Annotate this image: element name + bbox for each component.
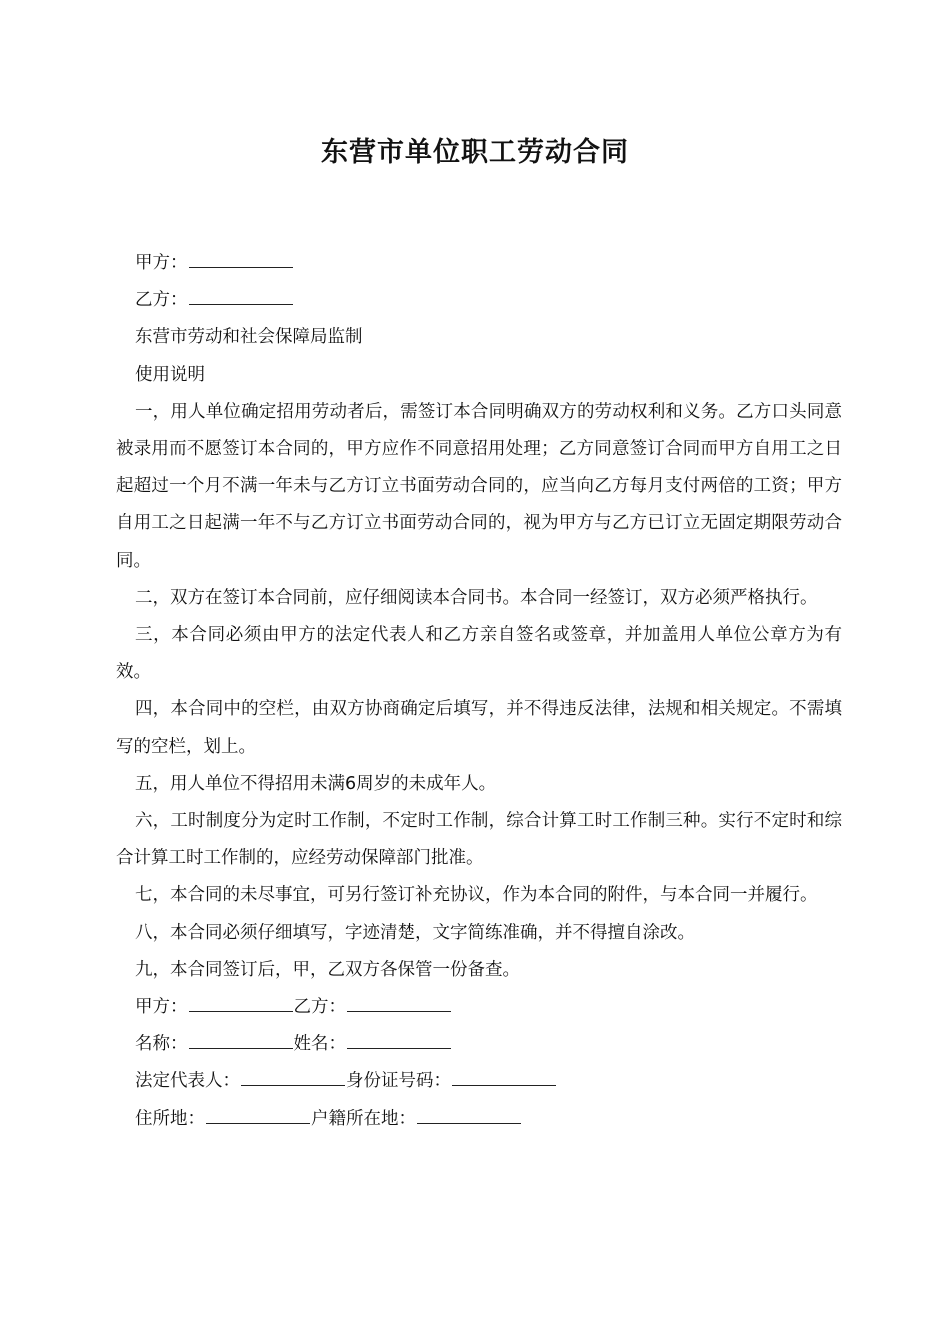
page-title: 东营市单位职工劳动合同	[321, 137, 629, 168]
instruction-item-7: 七，本合同的未尽事宜，可另行签订补充协议，作为本合同的附件，与本合同一并履行。	[135, 885, 818, 906]
household-label: 户籍所在地：	[311, 1108, 416, 1129]
sign-party-a-label: 甲方：	[135, 997, 188, 1018]
name-label: 名称：	[135, 1034, 188, 1055]
instruction-item-4: 四，本合同中的空栏，由双方协商确定后填写，并不得违反法律，法规和相关规定。不需填写的空栏，划上。	[116, 699, 842, 757]
party-a-label: 甲方：	[135, 253, 188, 273]
party-b-blank[interactable]	[189, 286, 293, 305]
domicile-label: 住所地：	[135, 1108, 205, 1129]
instruction-item-6: 六，工时制度分为定时工作制，不定时工作制，综合计算工时工作制三种。实行不定时和综合计算工时工作制的，应经劳动保障部门批准。	[116, 811, 842, 869]
instruction-item-5: 五，用人单位不得招用未满6周岁的未成年人。	[135, 773, 497, 794]
party-b-line	[116, 282, 842, 319]
document-body	[116, 245, 842, 1138]
sign-party-b-blank[interactable]	[347, 993, 451, 1012]
sign-party-a-blank[interactable]	[189, 993, 293, 1012]
party-a-blank[interactable]	[189, 249, 293, 268]
instruction-item-2: 二，双方在签订本合同前，应仔细阅读本合同书。本合同一经签订，双方必须严格执行。	[135, 587, 818, 608]
household-blank[interactable]	[417, 1105, 521, 1124]
sign-party-b-label: 乙方：	[293, 997, 346, 1018]
instruction-item-8: 八，本合同必须仔细填写，字迹清楚，文字简练准确，并不得擅自涂改。	[135, 922, 695, 943]
sign-legal-line	[116, 1063, 842, 1100]
legal-rep-blank[interactable]	[241, 1067, 345, 1086]
party-a-line	[116, 245, 842, 282]
id-number-blank[interactable]	[452, 1067, 556, 1086]
name-blank[interactable]	[189, 1030, 293, 1049]
instruction-item-3: 三，本合同必须由甲方的法定代表人和乙方亲自签名或签章，并加盖用人单位公章方为有效。	[116, 625, 842, 683]
person-name-blank[interactable]	[347, 1030, 451, 1049]
person-name-label: 姓名：	[293, 1034, 346, 1055]
instruction-item-1: 一，用人单位确定招用劳动者后，需签订本合同明确双方的劳动权利和义务。乙方口头同意被录用而不愿签订本合同的，甲方应作不同意招用处理；乙方同意签订合同而甲方自用工之日起超过一个月不满一年未与乙方订立书面劳动合同的，应当向乙方每月支付两倍的工资；甲方自用工之日起满一年不与乙方订立书面劳动合同的，视为甲方与乙方已订立无固定期限劳动合同。	[116, 401, 842, 571]
instruction-item-9: 九，本合同签订后，甲，乙双方各保管一份备查。	[135, 959, 520, 980]
domicile-blank[interactable]	[206, 1105, 310, 1124]
sign-address-line	[116, 1101, 842, 1138]
instructions-heading: 使用说明	[135, 364, 205, 385]
legal-rep-label: 法定代表人：	[135, 1071, 240, 1092]
sign-parties-line	[116, 989, 842, 1026]
id-number-label: 身份证号码：	[346, 1071, 451, 1092]
supervision-text: 东营市劳动和社会保障局监制	[135, 327, 363, 348]
sign-name-line	[116, 1026, 842, 1063]
party-b-label: 乙方：	[135, 290, 188, 311]
